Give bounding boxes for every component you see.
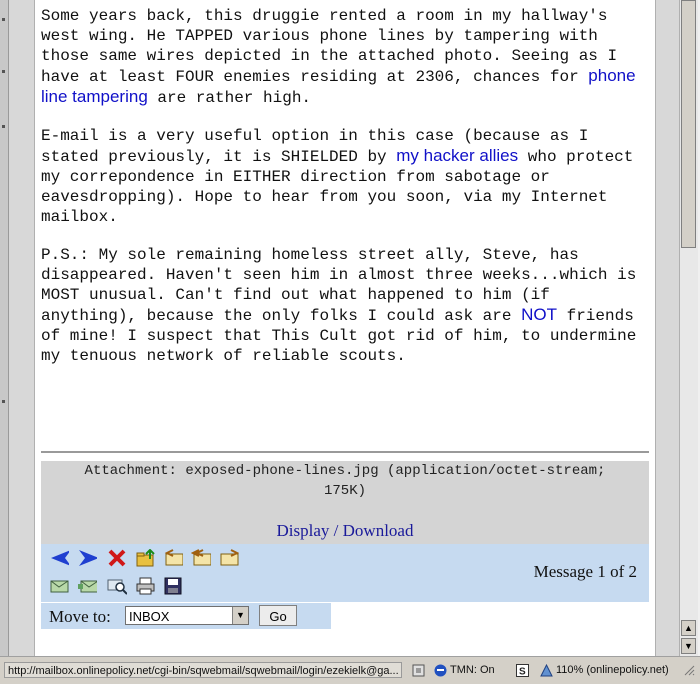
zoom-label: 110% (onlinepolicy.net)	[556, 664, 669, 676]
message-pane	[34, 0, 656, 656]
reply-all-icon[interactable]	[191, 549, 211, 567]
browser-statusbar	[0, 656, 700, 684]
chevron-down-icon[interactable]: ▼	[232, 607, 248, 624]
s-icon[interactable]	[516, 662, 532, 678]
vertical-scrollbar[interactable]	[679, 0, 698, 656]
scroll-down-button[interactable]: ▼	[681, 638, 696, 654]
attachment-separator	[41, 451, 649, 453]
attachment-size: 175K)	[323, 483, 366, 499]
message-paragraph-3	[41, 245, 651, 366]
resize-grip-icon[interactable]	[682, 663, 695, 679]
attachment-actions	[41, 521, 649, 541]
forward-mail-icon[interactable]	[77, 577, 97, 595]
download-link[interactable]: Download	[342, 521, 414, 540]
previous-arrow-icon[interactable]	[49, 549, 69, 567]
display-link[interactable]: Display	[276, 521, 330, 540]
tmn-status[interactable]	[434, 662, 495, 678]
status-url: http://mailbox.onlinepolicy.net/cgi-bin/sqwebmail/sqwebmail/login/ezekielk@ga...	[4, 662, 402, 678]
frame-marker	[2, 400, 5, 403]
attachment-box	[41, 461, 649, 544]
highlight-not: NOT	[521, 305, 557, 324]
delete-icon[interactable]	[107, 549, 127, 567]
folder-up-icon[interactable]	[135, 549, 155, 567]
paragraph-text: Some years back, this druggie rented a room in my hallway's west wing. He TAPPED various phone lines by tampering with those same wires depicted in the attached photo. Seeing as I have at least FOUR enemies residing at 2306, chances for	[41, 7, 618, 86]
reply-icon[interactable]	[163, 549, 183, 567]
paragraph-text: E-mail is a very useful option in this case (because as I stated previously, it is SHIELDED by	[41, 127, 589, 166]
search-icon[interactable]	[107, 577, 127, 595]
print-icon[interactable]	[135, 577, 155, 595]
paragraph-text: friends of mine! I suspect that This Cult got rid of him, to undermine my tenuous network of reliable scouts.	[41, 307, 637, 365]
frame-marker	[2, 18, 5, 21]
message-toolbar	[41, 544, 649, 602]
highlight-phone-line-tampering: phone line tampering	[41, 66, 636, 106]
link-separator: /	[329, 521, 343, 540]
paragraph-text: P.S.: My sole remaining homeless street ally, Steve, has disappeared. Haven't seen him in almost three weeks...which is MOST unusual. Can't find out what happened to him (if anything), because the only folks I could ask are	[41, 246, 637, 325]
frame-marker	[2, 70, 5, 73]
attachment-info: Attachment: exposed-phone-lines.jpg (application/octet-stream;	[84, 463, 606, 479]
next-arrow-icon[interactable]	[77, 549, 97, 567]
scroll-up-button[interactable]: ▲	[681, 620, 696, 636]
message-counter: Message 1 of 2	[533, 562, 637, 581]
move-to-bar	[41, 603, 331, 629]
folder-select-value: INBOX	[129, 609, 170, 624]
save-icon[interactable]	[163, 577, 183, 595]
zoom-icon	[540, 664, 553, 677]
move-to-label: Move to:	[49, 607, 111, 626]
frame-marker	[2, 125, 5, 128]
zoom-status[interactable]	[540, 662, 669, 678]
paragraph-text: who protect my correpondence in EITHER direction from sabotage or eavesdropping). Hope to hear from you soon, via my Internet mailbox.	[41, 148, 634, 226]
svg-text:S: S	[519, 666, 526, 677]
send-mail-icon[interactable]	[49, 577, 69, 595]
folder-select[interactable]	[125, 606, 249, 625]
highlight-hacker-allies: my hacker allies	[396, 146, 519, 165]
tmn-label: TMN: On	[450, 664, 495, 676]
message-paragraph-1	[41, 6, 651, 108]
paragraph-text: are rather high.	[157, 89, 312, 107]
message-paragraph-2	[41, 126, 651, 227]
zone-icon	[412, 662, 428, 678]
message-body	[41, 6, 651, 384]
scroll-thumb[interactable]	[681, 0, 696, 248]
tmn-icon	[434, 664, 447, 677]
forward-icon[interactable]	[219, 549, 239, 567]
go-button[interactable]: Go	[259, 605, 297, 626]
left-frame-strip	[0, 0, 9, 656]
